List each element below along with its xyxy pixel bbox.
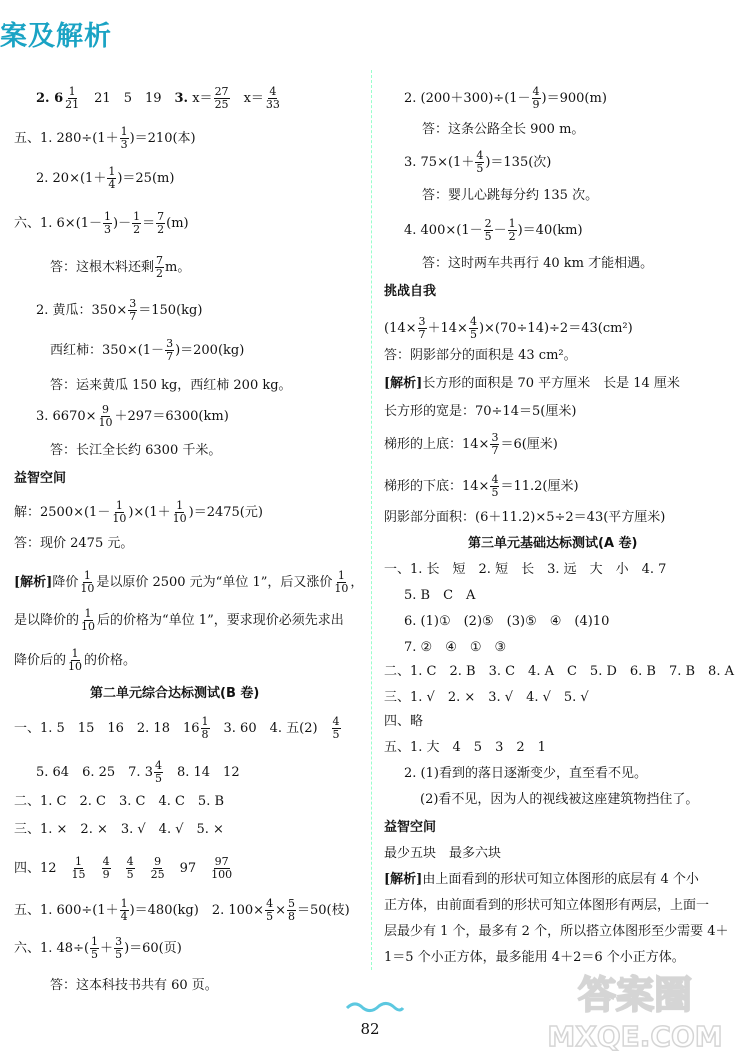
answer-line: 答：婴儿心跳每分约 135 次。	[422, 188, 599, 203]
answer-line: 2. 20×(1＋ $\frac{1}{4}$ )＝25(m)	[36, 165, 175, 191]
analysis-line: 梯形的下底：14× $\frac{4}{5}$ ＝11.2(厘米)	[384, 473, 579, 499]
answer-line: 六、1. 48÷( $\frac{1}{5}$ ＋ $\frac{3}{5}$ )＝60(页)	[14, 935, 182, 961]
answer-line: 六、1. 6×(1－ $\frac{1}{3}$ )－ $\frac{1}{2}$ ＝ $\frac{7}{2}$ (m)	[14, 210, 189, 236]
answer-line: 6. (1)① (2)⑤ (3)⑤ ④ (4)10	[404, 614, 610, 629]
analysis-line: 正方体，由前面看到的形状可知立体图形有两层，上面一	[384, 898, 710, 913]
analysis-line: 梯形的上底：14× $\frac{3}{7}$ ＝6(厘米)	[384, 431, 558, 457]
answer-line: 四、略	[384, 714, 424, 729]
answer-line: 五、1. 280÷(1＋ $\frac{1}{3}$ )＝210(本)	[14, 125, 196, 151]
analysis-line: 是以降价的 $\frac{1}{10}$ 后的价格为“单位 1”，要求现价必须先求出	[14, 607, 344, 633]
answer-line: 3. 6670× $\frac{9}{10}$ ＋297＝6300(km)	[36, 403, 229, 429]
answer-line: 3. 75×(1＋ $\frac{4}{5}$ )＝135(次)	[404, 149, 552, 175]
page-header	[0, 0, 740, 62]
answer-line: 答：这本科技书共有 60 页。	[50, 978, 218, 993]
section-heading: 益智空间	[14, 471, 67, 486]
answer-line: 西红柿：350×(1－ $\frac{3}{7}$ )＝200(kg)	[50, 337, 245, 363]
answer-line: 四、12 $\frac{1}{15}$ $\frac{4}{9}$ $\frac{4}{5}$ $\frac{9}{25}$ 97 $\frac{97}{100}$	[14, 855, 233, 881]
test-title: 第二单元综合达标测试(B 卷)	[90, 686, 260, 701]
answer-line: 2. (1)看到的落日逐渐变少，直至看不见。	[404, 766, 647, 781]
page-decoration-icon	[345, 1000, 405, 1014]
analysis-line: 降价后的 $\frac{1}{10}$ 的价格。	[14, 647, 137, 673]
analysis-line: 阴影部分面积：(6＋11.2)×5÷2＝43(平方厘米)	[384, 510, 666, 525]
section-heading: 挑战自我	[384, 284, 437, 299]
answer-line: 三、1. × 2. × 3. √ 4. √ 5. ×	[14, 822, 224, 837]
answer-line: 一、1. 5 15 16 2. 18 16 $\frac{1}{8}$ 3. 60 4. 五(2) $\frac{4}{5}$	[14, 715, 340, 741]
section-heading: 益智空间	[384, 820, 437, 835]
analysis-line: [解析]由上面看到的形状可知立体图形的底层有 4 个小	[384, 872, 699, 887]
analysis-line: 长方形的宽是：70÷14＝5(厘米)	[384, 404, 577, 419]
answer-line: 最少五块 最多六块	[384, 846, 502, 861]
answer-line: 五、1. 600÷(1＋ $\frac{1}{4}$ )＝480(kg) 2. 100× $\frac{4}{5}$ × $\frac{5}{8}$ ＝50(枝)	[14, 897, 350, 923]
svg-text:MXQE.COM: MXQE.COM	[547, 1020, 723, 1053]
svg-text:答案圈: 答案圈	[577, 973, 693, 1017]
answer-line: 5. B C A	[404, 588, 476, 603]
answer-line: 答：这条公路全长 900 m。	[422, 122, 585, 137]
answer-line: 7. ② ④ ① ③	[404, 640, 507, 655]
answer-line: 一、1. 长 短 2. 短 长 3. 远 大 小 4. 7	[384, 562, 667, 577]
header-title: 案及解析	[0, 21, 112, 52]
answer-line: 答：这时两车共再行 40 km 才能相遇。	[422, 256, 654, 271]
answer-line: 解：2500×(1－ $\frac{1}{10}$ )×(1＋ $\frac{1}{10}$ )＝2475(元)	[14, 499, 263, 525]
answer-line: (14× $\frac{3}{7}$ ＋14× $\frac{4}{5}$ )×(70÷14)÷2＝43(cm²)	[384, 315, 633, 341]
answer-line: 答：阴影部分的面积是 43 cm²。	[384, 348, 577, 363]
column-divider	[371, 70, 372, 970]
analysis-line: 层最少有 1 个，最多有 2 个，所以搭立体图形至少需要 4＋	[384, 924, 729, 939]
answer-line: 答：长江全长约 6300 千米。	[50, 443, 222, 458]
answer-line: 五、1. 大 4 5 3 2 1	[384, 740, 546, 755]
answer-line: (2)看不见，因为人的视线被这座建筑物挡住了。	[420, 792, 699, 807]
analysis-line: [解析]长方形的面积是 70 平方厘米 长是 14 厘米	[384, 376, 680, 391]
answer-line: 2. 6 $\frac{1}{21}$ 21 5 19 3. x＝ $\frac{27}{25}$ x＝ $\frac{4}{33}$	[36, 85, 280, 111]
answer-line: 答：这根木料还剩 $\frac{7}{2}$ m。	[50, 254, 191, 280]
answer-line: 答：现价 2475 元。	[14, 536, 134, 551]
test-title: 第三单元基础达标测试(A 卷)	[468, 536, 638, 551]
watermark-logo-icon	[535, 960, 735, 1055]
analysis-line: 1＝5 个小正方体，最多能用 4＋2＝6 个小正方体。	[384, 950, 685, 965]
answer-line: 二、1. C 2. C 3. C 4. C 5. B	[14, 794, 225, 809]
answer-line: 三、1. √ 2. × 3. √ 4. √ 5. √	[384, 690, 589, 705]
answer-line: 4. 400×(1－ $\frac{2}{5}$ － $\frac{1}{2}$ )＝40(km)	[404, 217, 583, 243]
page-number: 82	[360, 1020, 380, 1038]
answer-line: 5. 64 6. 25 7. 3 $\frac{4}{5}$ 8. 14 12	[36, 759, 240, 785]
analysis-line: [解析]降价 $\frac{1}{10}$ 是以原价 2500 元为“单位 1”，后又涨价 $\frac{1}{10}$ ，	[14, 569, 364, 595]
answer-line: 答：运来黄瓜 150 kg，西红柿 200 kg。	[50, 378, 292, 393]
answer-line: 2. (200＋300)÷(1－ $\frac{4}{9}$ )＝900(m)	[404, 85, 607, 111]
answer-line: 2. 黄瓜：350× $\frac{3}{7}$ ＝150(kg)	[36, 297, 203, 323]
answer-line: 二、1. C 2. B 3. C 4. A C 5. D 6. B 7. B 8. A	[384, 664, 734, 679]
